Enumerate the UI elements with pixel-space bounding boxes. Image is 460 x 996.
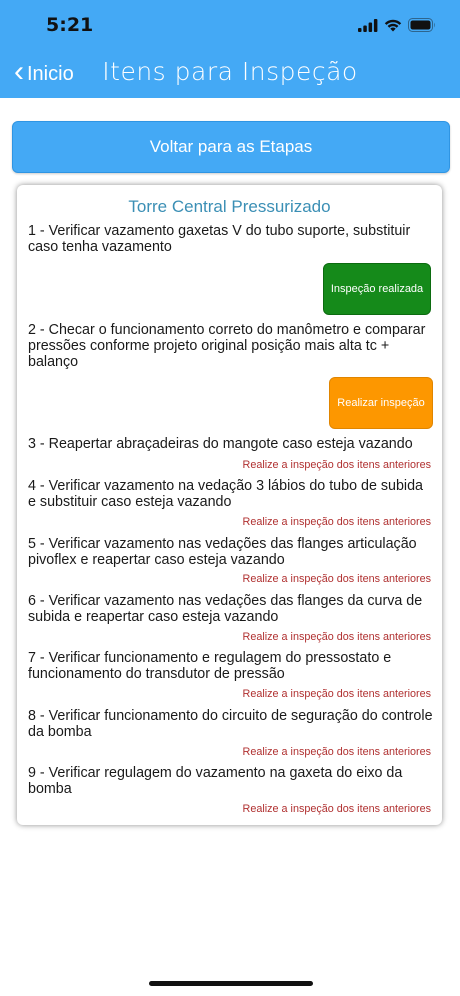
item-9-note: Realize a inspeção dos itens anteriores: [242, 803, 431, 815]
item-4-text: 4 - Verificar vazamento na vedação 3 lábios do tubo de subida e substituir caso esteja vazando: [28, 478, 424, 510]
status-icons: [358, 16, 436, 34]
wifi-icon: [384, 19, 402, 32]
chevron-left-icon: ‹: [14, 55, 24, 88]
app-header: [0, 0, 460, 98]
item-2-text: 2 - Checar o funcionamento correto do manômetro e comparar pressões conforme projeto original posição mais alta tc + balanço: [28, 322, 426, 370]
item-1-text: 1 - Verificar vazamento gaxetas V do tubo suporte, substituir caso tenha vazamento: [28, 223, 411, 255]
home-indicator: [149, 981, 313, 986]
item-3-text: 3 - Reapertar abraçadeiras do mangote caso esteja vazando: [28, 436, 413, 452]
inspection-done-button[interactable]: Inspeção realizada: [323, 263, 431, 315]
item-8-note: Realize a inspeção dos itens anteriores: [242, 746, 431, 758]
item-7-note: Realize a inspeção dos itens anteriores: [242, 688, 431, 700]
item-5-text: 5 - Verificar vazamento nas vedações das flanges articulação pivoflex e reapertar caso esteja vazando: [28, 536, 417, 568]
page-title: Itens para Inspeção: [102, 57, 358, 86]
battery-icon: [408, 18, 436, 32]
item-6-note: Realize a inspeção dos itens anteriores: [242, 631, 431, 643]
perform-inspection-button[interactable]: Realizar inspeção: [329, 377, 433, 429]
item-7-text: 7 - Verificar funcionamento e regulagem do pressostato e funcionamento do transdutor de pressão: [28, 650, 392, 682]
item-6-text: 6 - Verificar vazamento nas vedações das flanges da curva de subida e reapertar caso esteja vazando: [28, 593, 423, 625]
back-to-stages-button[interactable]: Voltar para as Etapas: [12, 121, 450, 173]
item-3-note: Realize a inspeção dos itens anteriores: [242, 459, 431, 471]
inspection-card: [17, 185, 442, 825]
card-title: Torre Central Pressurizado: [128, 197, 331, 216]
status-time: 5:21: [46, 14, 94, 36]
back-label: Inicio: [27, 62, 74, 85]
item-9-text: 9 - Verificar regulagem do vazamento na gaxeta do eixo da bomba: [28, 765, 403, 797]
item-8-text: 8 - Verificar funcionamento do circuito de seguração do controle da bomba: [28, 708, 433, 740]
item-4-note: Realize a inspeção dos itens anteriores: [242, 516, 431, 528]
cellular-signal-icon: [358, 19, 378, 32]
item-5-note: Realize a inspeção dos itens anteriores: [242, 573, 431, 585]
